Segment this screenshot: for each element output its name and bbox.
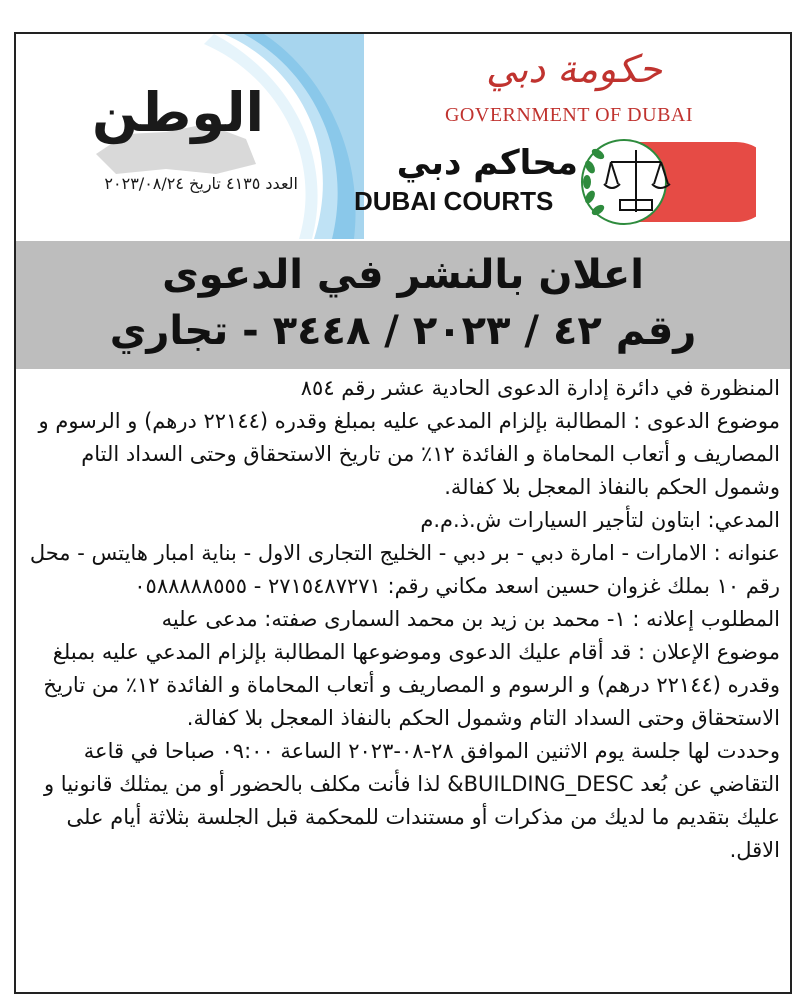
circuit-line: المنظورة في دائرة إدارة الدعوى الحادية عشر رقم ٨٥٤ xyxy=(300,376,780,400)
header xyxy=(16,34,790,239)
newspaper-logo: الوطن xyxy=(91,81,265,144)
dubai-courts-english: DUBAI COURTS xyxy=(354,186,554,216)
defendant: المطلوب إعلانه : ١- محمد بن زيد بن محمد السمارى صفته: مدعى عليه xyxy=(161,607,780,631)
notice-subject: موضوع الإعلان : قد أقام عليك الدعوى وموضوعها المطالبة بإلزام المدعي عليه بمبلغ وقدره (٢٢١٤٤ درهم) و الرسوم و المصاريف و أتعاب المحاماة و الفائدة ١٢٪ من تاريخ الاستحقاق وحتى السداد التام وشمول الحكم بالنفاذ المعجل بلا كفالة. xyxy=(43,640,780,730)
case-number: رقم ٤٢ / ٢٠٢٣ / ٣٤٤٨ - تجاري xyxy=(109,308,697,354)
case-subject: موضوع الدعوى : المطالبة بإلزام المدعي عليه بمبلغ وقدره (٢٢١٤٤ درهم) و الرسوم و المصاريف و أتعاب المحاماة و الفائدة ١٢٪ من تاريخ الاستحقاق وحتى السداد التام وشمول الحكم بالنفاذ المعجل بلا كفالة. xyxy=(38,409,780,499)
gov-dubai-english: GOVERNMENT OF DUBAI xyxy=(444,104,694,126)
plaintiff: المدعي: ابتاون لتأجير السيارات ش.ذ.م.م xyxy=(420,508,780,532)
gov-dubai-arabic-logo: حكومة دبي xyxy=(485,47,663,91)
announcement-title: اعلان بالنشر في الدعوى xyxy=(162,252,644,298)
hearing-details: وحددت لها جلسة يوم الاثنين الموافق ٢٨-٠٨-٢٠٢٣ الساعة ٠٩:٠٠ صباحا في قاعة التقاضي عن بُعد BUILDING_DESC& لذا فأنت مكلف بالحضور أو من يمثلك قانونيا و عليك بتقديم ما لديك من مذكرات أو مستندات للمحكمة قبل الجلسة بثلاثة أيام على الاقل. xyxy=(43,739,780,862)
announcement-frame xyxy=(14,32,792,994)
plaintiff-address: عنوانه : الامارات - امارة دبي - بر دبي - الخليج التجارى الاول - بناية امبار هايتس - محل رقم ١٠ بملك غزوان حسين اسعد مكاني رقم: ٢٧١٥٤٨٧٢٧١ - ٠٥٨٨٨٨٨٥٥٥ xyxy=(29,541,780,598)
title-band xyxy=(16,241,790,369)
announcement-body xyxy=(28,372,780,867)
issue-info: العدد ٤١٣٥ تاريخ ٢٠٢٣/٠٨/٢٤ xyxy=(104,174,298,193)
dubai-courts-emblem-icon xyxy=(576,132,756,232)
dubai-courts-arabic: محاكم دبي xyxy=(396,143,578,183)
